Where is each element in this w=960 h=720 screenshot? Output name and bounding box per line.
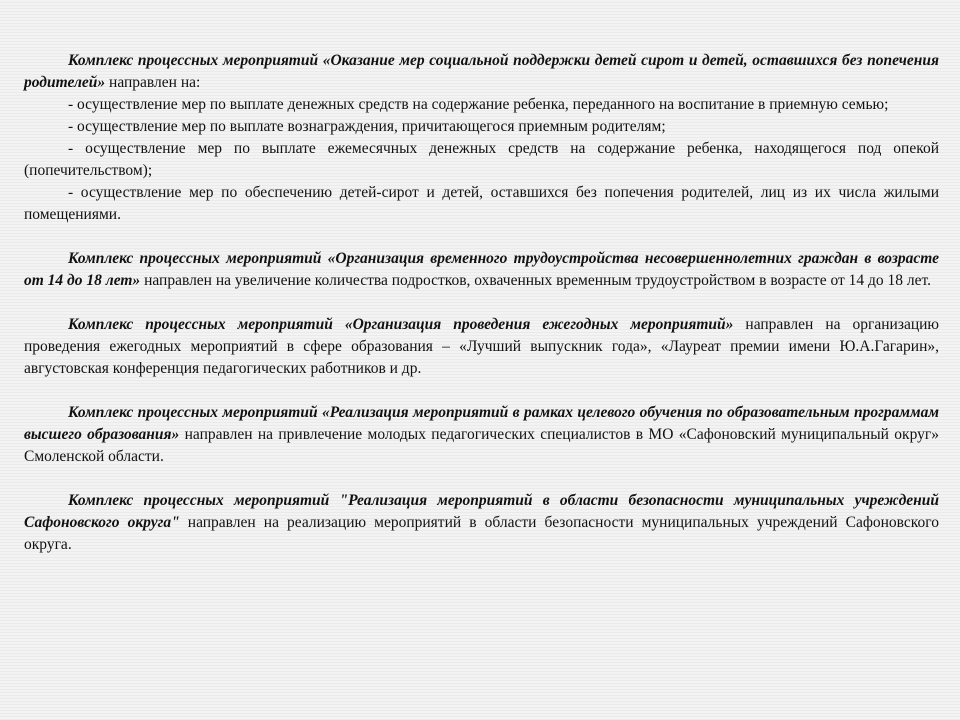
paragraph-gap [24, 292, 939, 314]
complex-title: Комплекс процессных мероприятий «Оказание мер социальной поддержки детей сирот и детей, оставшихся без попечения родителей» [24, 52, 939, 91]
complex-title: Комплекс процессных мероприятий "Реализация мероприятий в области безопасности муниципальных учреждений Сафоновского округа" [24, 492, 939, 531]
paragraph-annual-events [24, 314, 939, 380]
paragraph-social-support [24, 50, 939, 94]
paragraph-text: направлен на организацию проведения ежегодных мероприятий в сфере образования – «Лучший выпускник года», «Лауреат премии имени Ю.А.Гагарин», августовская конференция педагогических работников и др. [24, 316, 939, 377]
bullet-item: - осуществление мер по выплате ежемесячных денежных средств на содержание ребенка, находящегося под опекой (попечительством); [24, 140, 939, 179]
bullet-item: - осуществление мер по обеспечению детей-сирот и детей, оставшихся без попечения родителей, лиц из их числа жилыми помещениями. [24, 184, 939, 223]
complex-title: Комплекс процессных мероприятий «Организация проведения ежегодных мероприятий» [68, 316, 734, 333]
paragraph-text: направлен на реализацию мероприятий в области безопасности муниципальных учреждений Сафоновского округа. [24, 514, 939, 553]
paragraph-targeted-training [24, 402, 939, 468]
paragraph-safety [24, 490, 939, 556]
paragraph-text: направлен на увеличение количества подростков, охваченных временным трудоустройством в возрасте от 14 до 18 лет. [140, 272, 932, 289]
document-body [24, 50, 939, 556]
complex-title: Комплекс процессных мероприятий «Реализация мероприятий в рамках целевого обучения по образовательным программам высшего образования» [24, 404, 939, 443]
paragraph-text: направлен на: [105, 74, 201, 91]
bullet-item: - осуществление мер по выплате вознаграждения, причитающегося приемным родителям; [68, 118, 666, 135]
paragraph-gap [24, 380, 939, 402]
paragraph-temporary-employment [24, 248, 939, 292]
complex-title: Комплекс процессных мероприятий «Организация временного трудоустройства несовершеннолетних граждан в возрасте от 14 до 18 лет» [24, 250, 939, 289]
paragraph-gap [24, 226, 939, 248]
paragraph-text: направлен на привлечение молодых педагогических специалистов в МО «Сафоновский муниципальный округ» Смоленской области. [24, 426, 939, 465]
paragraph-gap [24, 468, 939, 490]
bullet-item: - осуществление мер по выплате денежных средств на содержание ребенка, переданного на воспитание в приемную семью; [68, 96, 889, 113]
